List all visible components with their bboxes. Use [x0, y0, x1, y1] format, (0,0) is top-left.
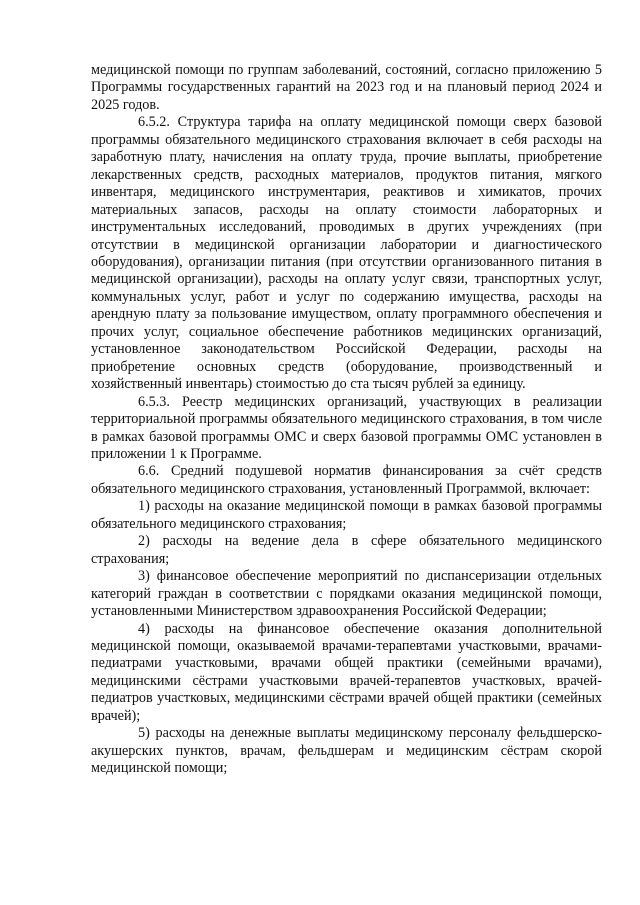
paragraph-6-5-3: 6.5.3. Реестр медицинских организаций, участвующих в реализации территориальной программы обязательного медицинского страхования, в том числе в рамках базовой программы ОМС и сверх базовой программы ОМС установлен в приложении 1 к Программе. — [91, 393, 602, 462]
list-item-5: 5) расходы на денежные выплаты медицинскому персоналу фельдшерско-акушерских пунктов, врачам, фельдшерам и медицинским сёстрам скорой медицинской помощи; — [91, 725, 602, 777]
paragraph-6-6: 6.6. Средний подушевой норматив финансирования за счёт средств обязательного медицинского страхования, установленный Программой, включает: — [91, 463, 602, 497]
list-item-4: 4) расходы на финансовое обеспечение оказания дополнительной медицинской помощи, оказываемой врачами-терапевтами участковыми, врачами-педиатрами участковыми, врачами общей практики (семейными врачами), медицинскими сёстрами участковыми врачей-терапевтов участковых, врачей-педиатров участковых, медицинскими сёстрами врачей общей практики (семейных врачей); — [91, 620, 602, 724]
paragraph-6-5-2: 6.5.2. Структура тарифа на оплату медицинской помощи сверх базовой программы обязательного медицинского страхования включает в себя расходы на заработную плату, начисления на оплату труда, прочие выплаты, приобретение лекарственных средств, расходных материалов, продуктов питания, мягкого инвентаря, медицинского инструментария, реактивов и химикатов, прочих материальных запасов, расходы на оплату стоимости лабораторных и инструментальных исследований, проводимых в других учреждениях (при отсутствии в медицинской организации лаборатории и диагностического оборудования), организации питания (при отсутствии организованного питания в медицинской организации), расходы на оплату услуг связи, транспортных услуг, коммунальных услуг, работ и услуг по содержанию имущества, расходы на арендную плату за пользование имуществом, оплату программного обеспечения и прочих услуг, социальное обеспечение работников медицинских организаций, установленное законодательством Российской Федерации, расходы на приобретение основных средств (оборудование, производственный и хозяйственный инвентарь) стоимостью до ста тысяч рублей за единицу. — [91, 114, 602, 393]
paragraph-continuation: медицинской помощи по группам заболеваний, состояний, согласно приложению 5 Программы государственных гарантий на 2023 год и на плановый период 2024 и 2025 годов. — [91, 62, 602, 113]
document-body — [91, 62, 602, 778]
list-item-2: 2) расходы на ведение дела в сфере обязательного медицинского страхования; — [91, 533, 602, 567]
list-item-1: 1) расходы на оказание медицинской помощи в рамках базовой программы обязательного медицинского страхования; — [91, 498, 602, 532]
list-item-3: 3) финансовое обеспечение мероприятий по диспансеризации отдельных категорий граждан в соответствии с порядками оказания медицинской помощи, установленными Министерством здравоохранения Российской Федерации; — [91, 568, 602, 620]
